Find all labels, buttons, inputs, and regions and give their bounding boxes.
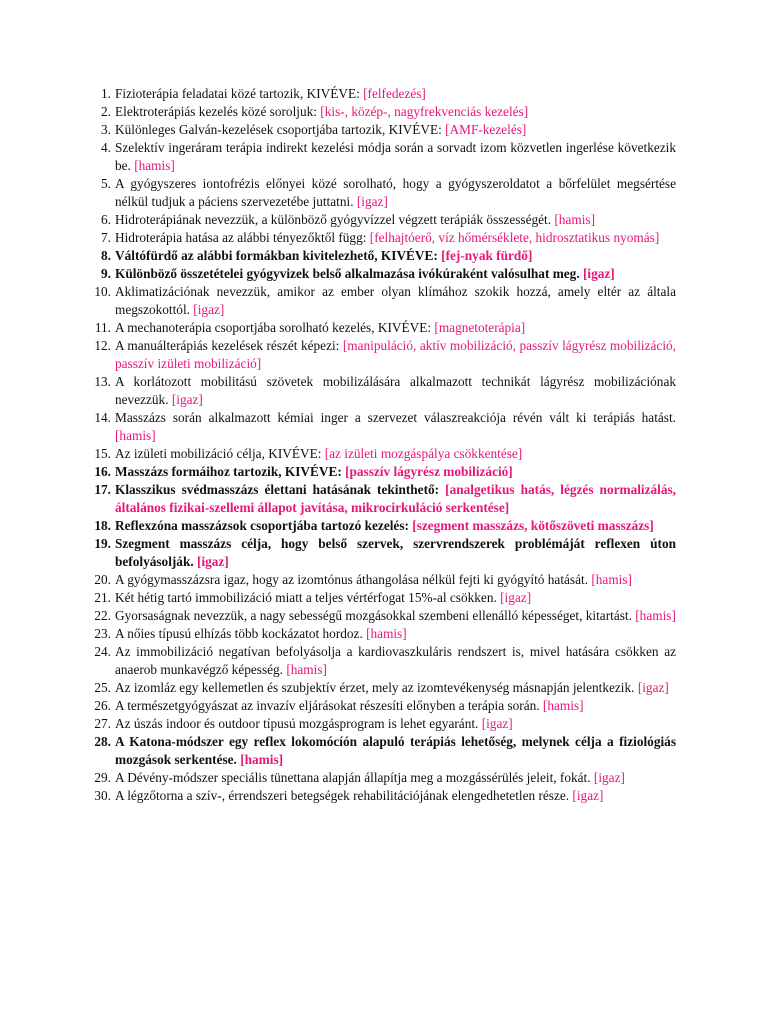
- answer-text: [igaz]: [582, 266, 615, 281]
- question-text: Az izületi mobilizáció célja, KIVÉVE:: [115, 446, 325, 461]
- question-number: 27.: [94, 716, 111, 731]
- question-item: [86, 571, 676, 589]
- answer-text: [fej-nyak fürdő]: [441, 248, 533, 263]
- answer-text: [felfedezés]: [363, 86, 426, 101]
- question-text: Különböző összetételei gyógyvizek belső alkalmazása ivókúraként valósulhat meg.: [115, 266, 583, 281]
- question-text: A Katona-módszer egy reflex lokomócíón alapuló terápiás lehetőség, melynek célja a fiziológiás mozgások serkentése.: [115, 734, 676, 767]
- question-item: [86, 787, 676, 805]
- question-text: Fizioterápia feladatai közé tartozik, KIVÉVE:: [115, 86, 364, 101]
- question-text: Szegment masszázs célja, hogy belső szervek, szervrendszerek problémáját reflexen úton befolyásolják.: [115, 536, 676, 569]
- question-number: 20.: [94, 572, 111, 587]
- question-item: [86, 715, 676, 733]
- question-number: 18.: [94, 518, 111, 533]
- question-text: A természetgyógyászat az invazív eljárásokat részesíti előnyben a terápia során.: [115, 698, 543, 713]
- answer-text: [hamis]: [591, 572, 632, 587]
- question-text: A korlátozott mobilitású szövetek mobilizálására alkalmazott technikát lágyrész mobilizációnak nevezzük.: [115, 374, 676, 407]
- question-text: A gyógymasszázsra igaz, hogy az izomtónus áthangolása nélkül fejti ki gyógyító hatását.: [115, 572, 592, 587]
- answer-text: [passzív lágyrész mobilizáció]: [345, 464, 513, 479]
- question-number: 4.: [101, 140, 111, 155]
- question-text: Reflexzóna masszázsok csoportjába tartozó kezelés:: [115, 518, 413, 533]
- question-item: [86, 283, 676, 319]
- question-text: Két hétig tartó immobilizáció miatt a teljes vértérfogat 15%-al csökken.: [115, 590, 501, 605]
- answer-text: [igaz]: [637, 680, 669, 695]
- answer-text: [hamis]: [542, 698, 584, 713]
- question-item: [86, 139, 676, 175]
- question-number: 8.: [101, 248, 111, 263]
- question-item: [86, 535, 676, 571]
- answer-text: [az izületi mozgáspálya csökkentése]: [324, 446, 523, 461]
- question-item: [86, 733, 676, 769]
- answer-text: [analgetikus hatás, légzés normalizálás, általános fizikai-szellemi állapot javítása, mikrocirkuláció serkentése]: [115, 482, 677, 515]
- question-number: 2.: [101, 104, 111, 119]
- question-number: 24.: [94, 644, 111, 659]
- question-item: [86, 247, 676, 265]
- question-number: 29.: [94, 770, 111, 785]
- answer-text: [szegment masszázs, kötőszöveti masszázs]: [412, 518, 654, 533]
- question-number: 19.: [94, 536, 111, 551]
- answer-text: [felhajtóerő, víz hőmérséklete, hidrosztatikus nyomás]: [369, 230, 660, 245]
- question-number: 16.: [94, 464, 111, 479]
- question-text: A légzőtorna a szív-, érrendszeri betegségek rehabilitációjának elengedhetetlen része.: [115, 788, 573, 803]
- answer-text: [igaz]: [593, 770, 625, 785]
- question-item: [86, 121, 676, 139]
- question-text: Klasszikus svédmasszázs élettani hatásának tekinthető:: [115, 482, 446, 497]
- answer-text: [igaz]: [197, 554, 229, 569]
- question-text: A mechanoterápia csoportjába sorolható kezelés, KIVÉVE:: [115, 320, 435, 335]
- question-text: Elektroterápiás kezelés közé soroljuk:: [115, 104, 321, 119]
- question-item: [86, 103, 676, 121]
- question-item: [86, 409, 676, 445]
- question-text: Az immobilizáció negatívan befolyásolja a kardiovaszkuláris rendszert is, mivel hatására csökken az anaerob munkavégző képesség.: [115, 644, 676, 677]
- question-item: [86, 625, 676, 643]
- answer-text: [AMF-kezelés]: [445, 122, 527, 137]
- question-item: [86, 679, 676, 697]
- question-number: 28.: [94, 734, 111, 749]
- question-item: [86, 697, 676, 715]
- question-number: 5.: [101, 176, 111, 191]
- question-list: [86, 85, 676, 805]
- question-number: 25.: [94, 680, 111, 695]
- question-number: 12.: [94, 338, 111, 353]
- answer-text: [igaz]: [193, 302, 225, 317]
- answer-text: [hamis]: [115, 428, 156, 443]
- question-text: A nőies típusú elhízás több kockázatot hordoz.: [115, 626, 367, 641]
- answer-text: [hamis]: [134, 158, 175, 173]
- question-number: 6.: [101, 212, 111, 227]
- question-item: [86, 769, 676, 787]
- answer-text: [kis-, közép-, nagyfrekvenciás kezelés]: [320, 104, 529, 119]
- question-text: Masszázs formáihoz tartozik, KIVÉVE:: [115, 464, 346, 479]
- question-number: 9.: [101, 266, 111, 281]
- answer-text: [igaz]: [171, 392, 203, 407]
- question-number: 14.: [94, 410, 111, 425]
- question-number: 1.: [101, 86, 111, 101]
- question-text: Hidroterápiának nevezzük, a különböző gyógyvízzel végzett terápiák összességét.: [115, 212, 555, 227]
- question-item: [86, 643, 676, 679]
- answer-text: [hamis]: [635, 608, 676, 623]
- question-number: 7.: [101, 230, 111, 245]
- question-text: Váltófürdő az alábbi formákban kivitelezhető, KIVÉVE:: [115, 248, 442, 263]
- question-text: Az úszás indoor és outdoor típusú mozgásprogram is lehet egyaránt.: [115, 716, 482, 731]
- question-number: 21.: [94, 590, 111, 605]
- question-text: A gyógyszeres iontofrézis előnyei közé sorolható, hogy a gyógyszeroldatot a bőrfelület megsértése nélkül tudjuk a páciens szervezetébe juttatni.: [115, 176, 676, 209]
- answer-text: [igaz]: [572, 788, 604, 803]
- question-text: Különleges Galván-kezelések csoportjába tartozik, KIVÉVE:: [115, 122, 446, 137]
- question-number: 17.: [94, 482, 111, 497]
- question-item: [86, 517, 676, 535]
- question-item: [86, 265, 676, 283]
- question-number: 26.: [94, 698, 111, 713]
- question-text: Szelektív ingeráram terápia indirekt kezelési módja során a sorvadt izom közvetlen ingerlése következik be.: [115, 140, 676, 173]
- question-text: A manuálterápiás kezelések részét képezi:: [115, 338, 343, 353]
- answer-text: [manipuláció, aktív mobilizáció, passzív lágyrész mobilizáció, passzív izületi mobilizáció]: [115, 338, 676, 371]
- answer-text: [igaz]: [481, 716, 513, 731]
- question-text: Hidroterápia hatása az alábbi tényezőktől függ:: [115, 230, 370, 245]
- question-number: 11.: [94, 320, 111, 335]
- question-item: [86, 175, 676, 211]
- question-text: Gyorsaságnak nevezzük, a nagy sebességű mozgásokkal szembeni ellenálló képességet, kitartást.: [115, 608, 636, 623]
- question-item: [86, 337, 676, 373]
- question-text: Az izomláz egy kellemetlen és szubjektív érzet, mely az izomtevékenység másnapján jelentkezik.: [115, 680, 638, 695]
- question-number: 23.: [94, 626, 111, 641]
- question-item: [86, 229, 676, 247]
- question-item: [86, 463, 676, 481]
- question-number: 13.: [94, 374, 111, 389]
- question-item: [86, 319, 676, 337]
- question-number: 30.: [94, 788, 111, 803]
- question-number: 10.: [94, 284, 111, 299]
- question-item: [86, 481, 676, 517]
- question-text: Masszázs során alkalmazott kémiai inger a szervezet válaszreakciója révén vált ki terápiás hatást.: [115, 410, 676, 425]
- question-item: [86, 85, 676, 103]
- answer-text: [hamis]: [554, 212, 595, 227]
- answer-text: [igaz]: [356, 194, 388, 209]
- answer-text: [igaz]: [500, 590, 532, 605]
- question-text: A Dévény-módszer speciális tünettana alapján állapítja meg a mozgássérülés jeleit, fokát.: [115, 770, 594, 785]
- question-number: 22.: [94, 608, 111, 623]
- question-item: [86, 589, 676, 607]
- answer-text: [hamis]: [366, 626, 407, 641]
- question-item: [86, 607, 676, 625]
- answer-text: [magnetoterápia]: [434, 320, 526, 335]
- question-item: [86, 445, 676, 463]
- answer-text: [hamis]: [286, 662, 327, 677]
- question-text: Aklimatizációnak nevezzük, amikor az ember olyan klímához szokik hozzá, amely eltér az általa megszokottól.: [115, 284, 676, 317]
- question-item: [86, 211, 676, 229]
- question-number: 3.: [101, 122, 111, 137]
- question-number: 15.: [94, 446, 111, 461]
- question-item: [86, 373, 676, 409]
- answer-text: [hamis]: [240, 752, 284, 767]
